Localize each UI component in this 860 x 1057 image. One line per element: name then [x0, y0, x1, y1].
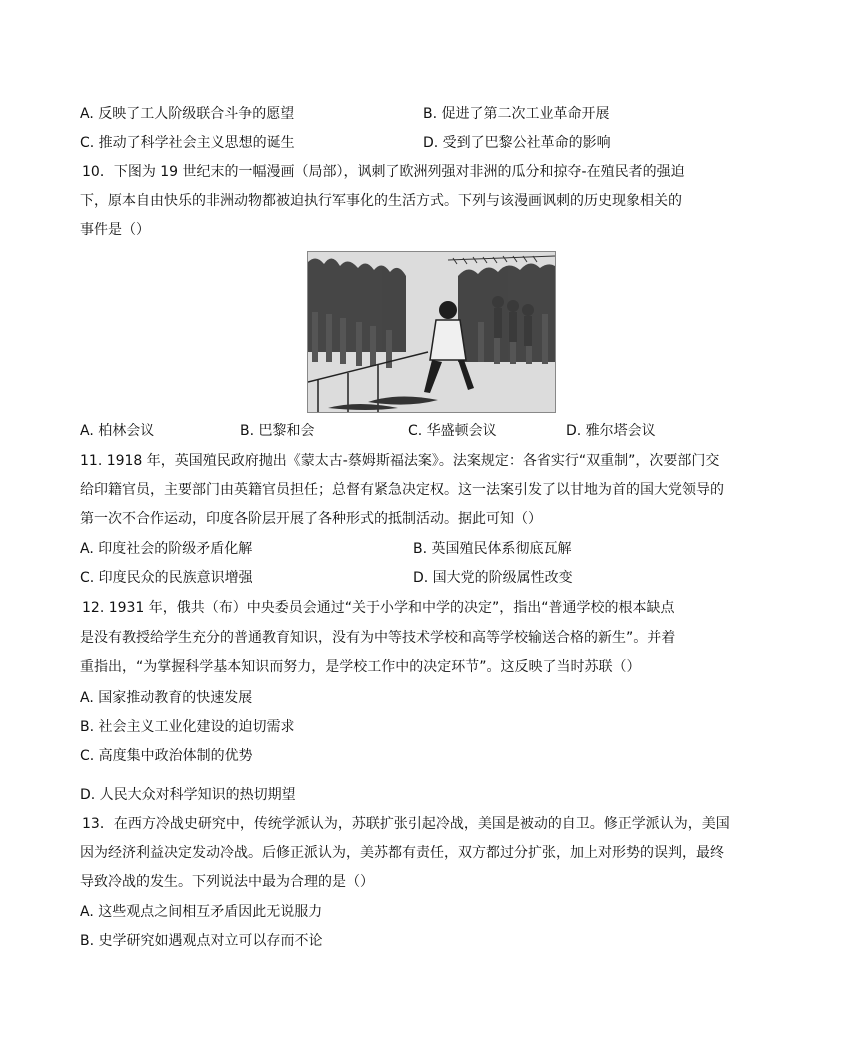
- q12-option-a: A. 国家推动教育的快速发展: [80, 690, 253, 706]
- q10-line-3: 事件是（）: [80, 222, 150, 238]
- q13-option-b: B. 史学研究如遇观点对立可以存而不论: [80, 933, 323, 949]
- q13-line-2: 因为经济利益决定发动冷战。后修正派认为，美苏都有责任，双方都过分扩张，加上对形势的误判，最终: [80, 845, 724, 861]
- q13-line-1: 13．在西方冷战史研究中，传统学派认为，苏联扩张引起冷战，美国是被动的自卫。修正学派认为，美国: [82, 816, 730, 832]
- q10-line-1: 10．下图为 19 世纪末的一幅漫画（局部），讽刺了欧洲列强对非洲的瓜分和掠夺-在殖民者的强迫: [82, 164, 685, 180]
- q12-line-3: 重指出，“为掌握科学基本知识而努力，是学校工作中的决定环节”。这反映了当时苏联（）: [80, 659, 641, 675]
- q10-line-2: 下，原本自由快乐的非洲动物都被迫执行军事化的生活方式。下列与该漫画讽刺的历史现象相关的: [80, 193, 682, 209]
- q12-line-2: 是没有教授给学生充分的普通教育知识，没有为中等技术学校和高等学校输送合格的新生”。并着: [80, 630, 676, 646]
- q10-option-a: A. 柏林会议: [80, 423, 155, 439]
- q12-option-c: C. 高度集中政治体制的优势: [80, 748, 253, 764]
- q11-line-3: 第一次不合作运动，印度各阶层开展了各种形式的抵制活动。据此可知（）: [80, 511, 542, 527]
- q12-option-b: B. 社会主义工业化建设的迫切需求: [80, 719, 295, 735]
- q9-option-d: D. 受到了巴黎公社革命的影响: [423, 135, 611, 151]
- q12-option-d: D. 人民大众对科学知识的热切期望: [80, 787, 296, 803]
- q12-line-1: 12. 1931 年，俄共（布）中央委员会通过“关于小学和中学的决定”，指出“普通学校的根本缺点: [82, 600, 675, 616]
- q10-option-d: D. 雅尔塔会议: [566, 423, 656, 439]
- q10-option-c: C. 华盛顿会议: [408, 423, 497, 439]
- q11-line-1: 11. 1918 年，英国殖民政府抛出《蒙太古-蔡姆斯福法案》。法案规定：各省实行“双重制”，次要部门交: [80, 453, 720, 469]
- q11-option-a: A. 印度社会的阶级矛盾化解: [80, 541, 253, 557]
- q11-line-2: 给印籍官员，主要部门由英籍官员担任；总督有紧急决定权。这一法案引发了以甘地为首的国大党领导的: [80, 482, 724, 498]
- q13-option-a: A. 这些观点之间相互矛盾因此无说服力: [80, 904, 323, 920]
- q11-option-c: C. 印度民众的民族意识增强: [80, 570, 253, 586]
- q9-option-c: C. 推动了科学社会主义思想的诞生: [80, 135, 295, 151]
- q13-line-3: 导致冷战的发生。下列说法中最为合理的是（）: [80, 874, 374, 890]
- q10-option-b: B. 巴黎和会: [240, 423, 315, 439]
- q11-option-d: D. 国大党的阶级属性改变: [413, 570, 573, 586]
- satirical-cartoon-image: [307, 251, 556, 413]
- q9-option-b: B. 促进了第二次工业革命开展: [423, 106, 610, 122]
- q11-option-b: B. 英国殖民体系彻底瓦解: [413, 541, 572, 557]
- q9-option-a: A. 反映了工人阶级联合斗争的愿望: [80, 106, 295, 122]
